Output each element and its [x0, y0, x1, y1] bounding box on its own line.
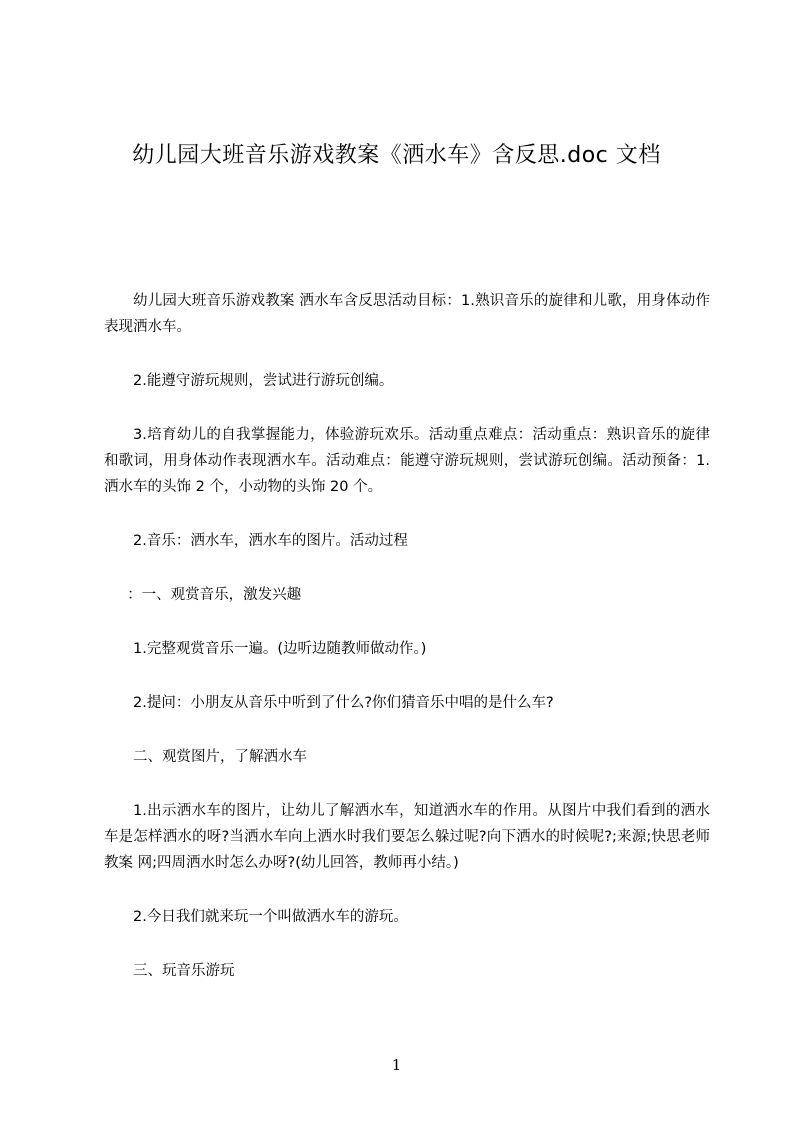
paragraph-step-1-2: 2.提问：小朋友从音乐中听到了什么?你们猜音乐中唱的是什么车?: [133, 695, 554, 711]
document-body: [104, 288, 710, 1012]
section-heading-1: ：一、观赏音乐，激发兴趣: [127, 587, 302, 603]
paragraph-step-2-2: 2.今日我们就来玩一个叫做洒水车的游玩。: [133, 909, 408, 925]
paragraph-step-1-1: 1.完整观赏音乐一遍。(边听边随教师做动作。): [133, 641, 427, 657]
paragraph-goal-2: 2.能遵守游玩规则，尝试进行游玩创编。: [133, 373, 394, 389]
paragraph-prep-music: 2.音乐：洒水车，洒水车的图片。活动过程: [133, 533, 408, 549]
section-heading-3: 三、玩音乐游玩: [133, 963, 235, 979]
paragraph-step-2-1: 1.出示洒水车的图片，让幼儿了解洒水车，知道洒水车的作用。从图片中我们看到的洒水车是怎样洒水的呀?当洒水车向上洒水时我们要怎么躲过呢?向下洒水的时候呢?;来源;快思老师教案 网;四周洒水时怎么办呀?(幼儿回答，教师再小结。): [104, 803, 710, 871]
paragraph-activity-goals: 幼儿园大班音乐游戏教案 洒水车含反思活动目标：1.熟识音乐的旋律和儿歌，用身体动作表现洒水车。: [104, 293, 710, 335]
paragraph-goal-3-and-prep: 3.培育幼儿的自我掌握能力，体验游玩欢乐。活动重点难点：活动重点：熟识音乐的旋律和歌词，用身体动作表现洒水车。活动难点：能遵守游玩规则，尝试游玩创编。活动预备：1.洒水车的头饰 2 个，小动物的头饰 20 个。: [104, 427, 710, 495]
section-heading-2: 二、观赏图片，了解洒水车: [133, 749, 307, 765]
document-title: 幼儿园大班音乐游戏教案《洒水车》含反思.doc 文档: [132, 143, 661, 168]
page-number: 1: [391, 1056, 402, 1074]
